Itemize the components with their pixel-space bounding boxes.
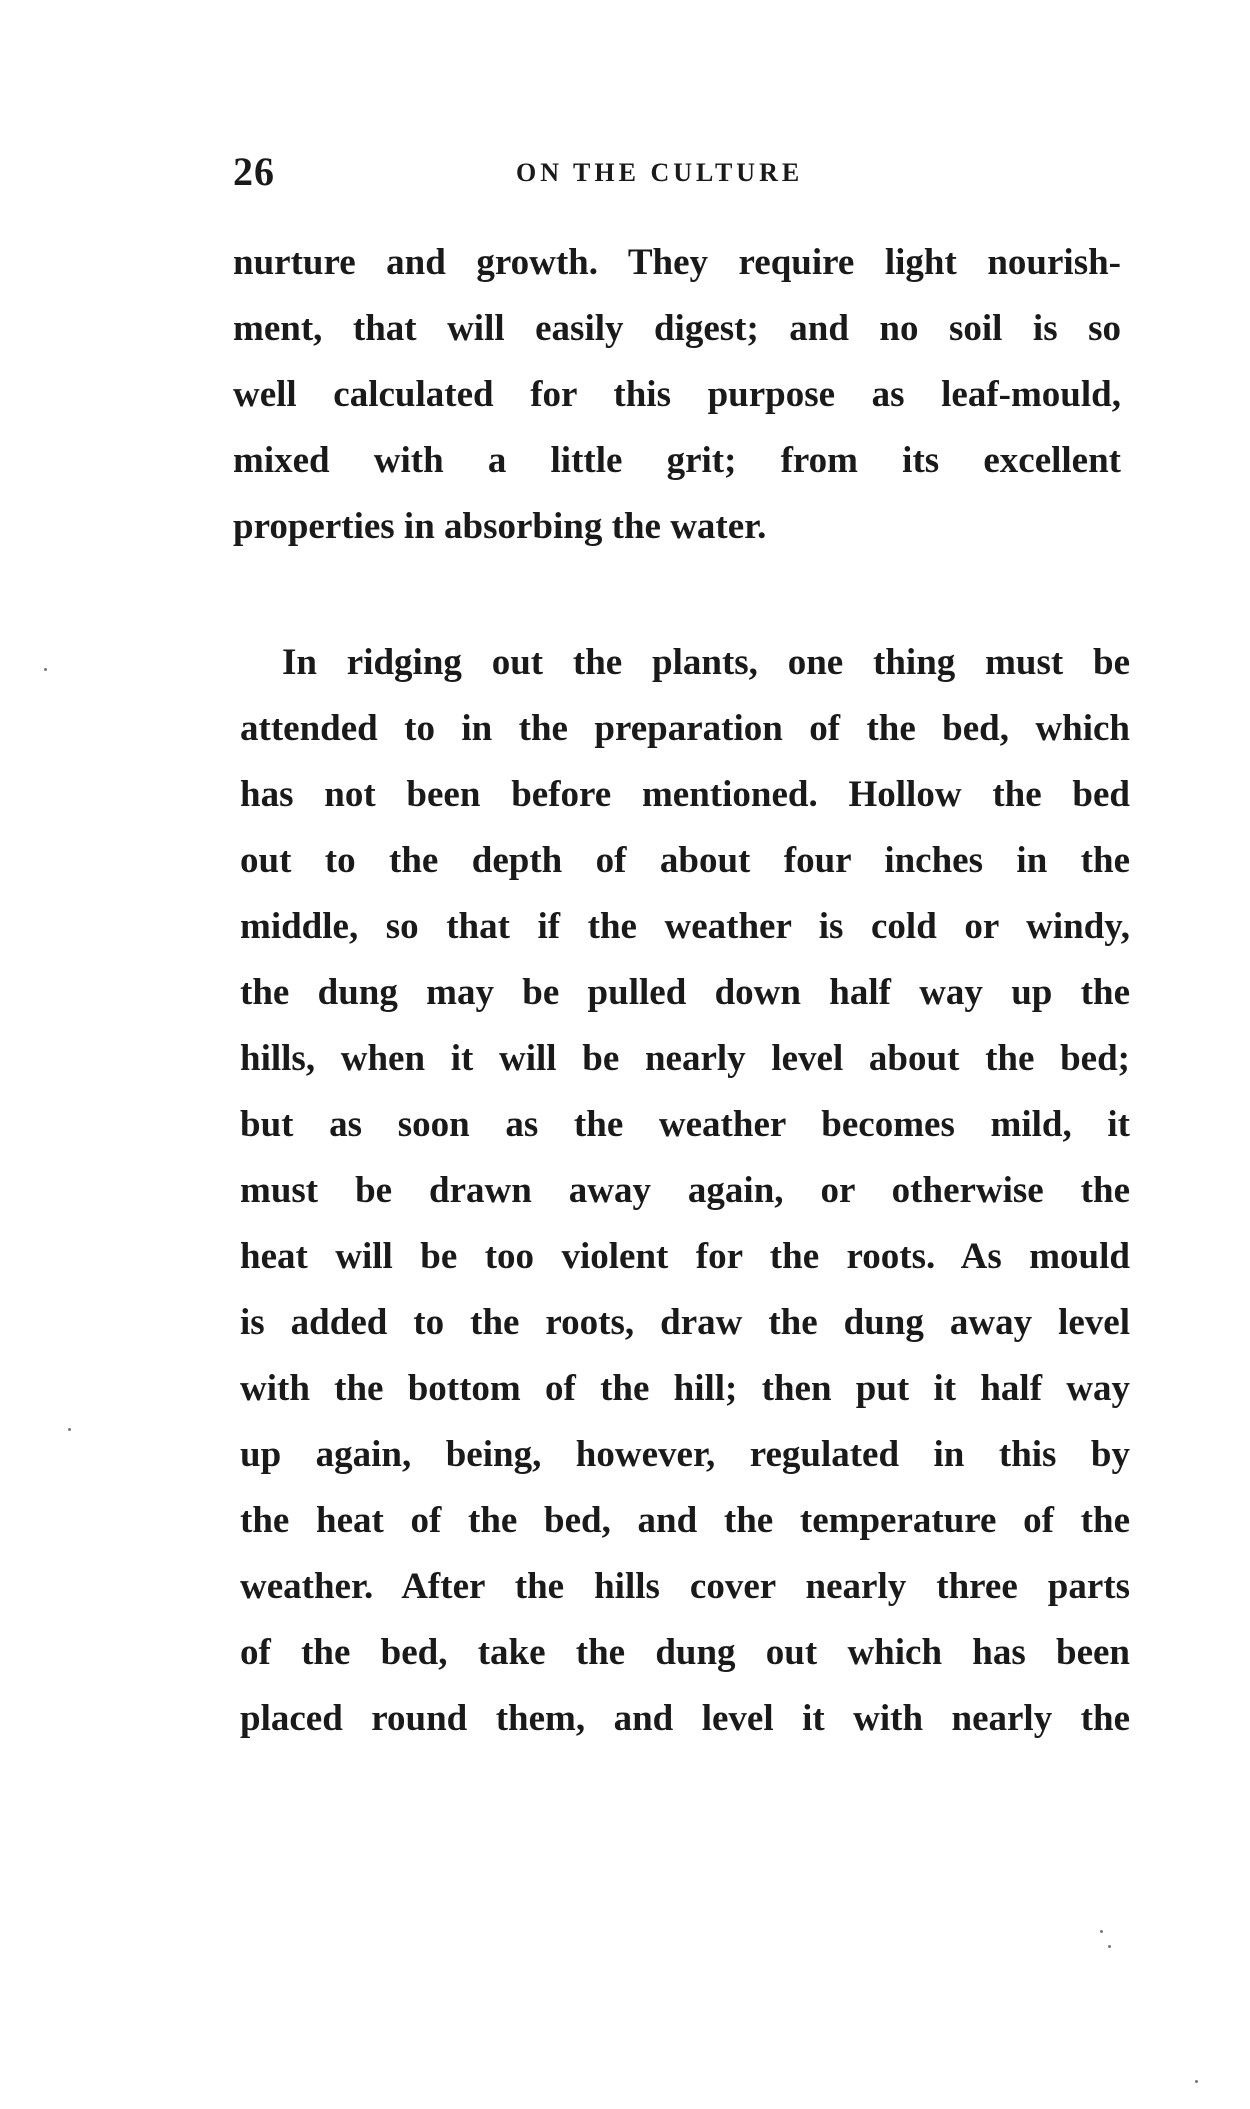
text-line: has not been before mentioned. Hollow the bed [240, 774, 1130, 815]
scan-speck [1108, 1945, 1111, 1948]
text-line: with the bottom of the hill; then put it half way [240, 1368, 1130, 1409]
scan-speck [44, 668, 47, 671]
text-line: ment, that will easily digest; and no soil is so [233, 308, 1121, 349]
text-line: the dung may be pulled down half way up the [240, 972, 1130, 1013]
running-head: ON THE CULTURE [516, 158, 804, 187]
paragraph-1 [233, 230, 1121, 560]
text-line: weather. After the hills cover nearly three parts [240, 1566, 1130, 1607]
text-line: nurture and growth. They require light nourish- [233, 242, 1121, 283]
text-line: well calculated for this purpose as leaf-mould, [233, 374, 1121, 415]
text-line: hills, when it will be nearly level about the bed; [240, 1038, 1130, 1079]
text-line: is added to the roots, draw the dung away level [240, 1302, 1130, 1343]
text-line: middle, so that if the weather is cold or windy, [240, 906, 1130, 947]
text-line: the heat of the bed, and the temperature of the [240, 1500, 1130, 1541]
paragraph-2 [240, 630, 1130, 1752]
text-line: placed round them, and level it with nearly the [240, 1698, 1130, 1739]
text-line: up again, being, however, regulated in this by [240, 1434, 1130, 1475]
page-number: 26 [233, 149, 275, 194]
scan-speck [1195, 2080, 1198, 2083]
page-header [233, 148, 1133, 198]
scan-speck [1100, 1930, 1103, 1933]
text-line: mixed with a little grit; from its excellent [233, 440, 1121, 481]
text-line: attended to in the preparation of the bed, which [240, 708, 1130, 749]
text-line: heat will be too violent for the roots. As mould [240, 1236, 1130, 1277]
scan-speck [68, 1428, 71, 1431]
text-line: In ridging out the plants, one thing must be [282, 642, 1130, 683]
text-line: out to the depth of about four inches in the [240, 840, 1130, 881]
text-line: properties in absorbing the water. [233, 506, 767, 547]
text-line: but as soon as the weather becomes mild, it [240, 1104, 1130, 1145]
text-line: must be drawn away again, or otherwise the [240, 1170, 1130, 1211]
text-line: of the bed, take the dung out which has been [240, 1632, 1130, 1673]
